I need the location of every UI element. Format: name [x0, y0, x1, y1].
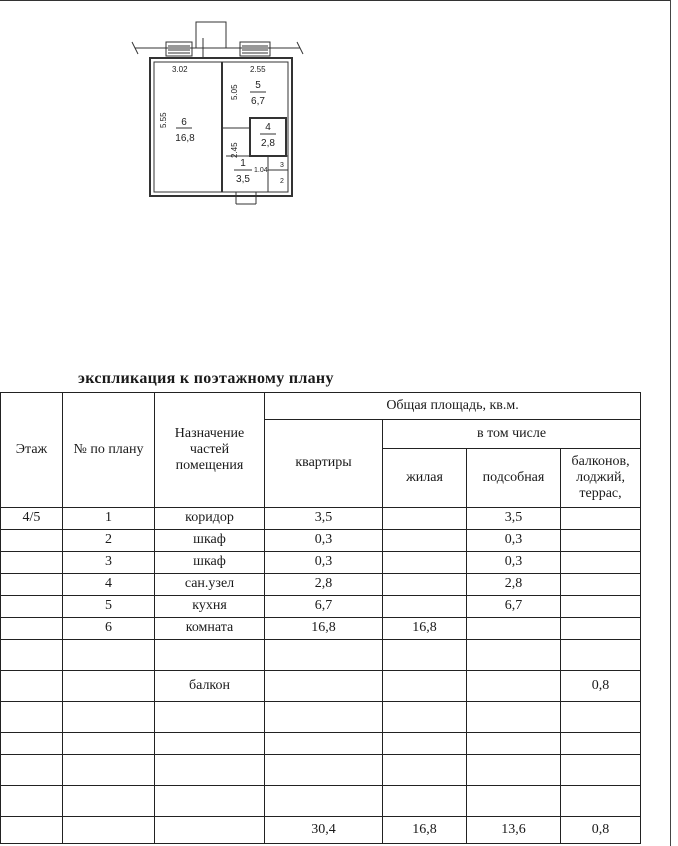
- cell-no: 2: [63, 530, 155, 552]
- total-balcony: 0,8: [561, 817, 641, 844]
- cell-name: [155, 640, 265, 671]
- cell-balcony: [561, 574, 641, 596]
- cell-apartment: 3,5: [265, 508, 383, 530]
- cell-no: [63, 786, 155, 817]
- header-floor: Этаж: [1, 393, 63, 508]
- cell-balcony: [561, 618, 641, 640]
- cell-no: 1: [63, 508, 155, 530]
- cell-name: [155, 786, 265, 817]
- table-row: [1, 702, 641, 733]
- cell-name: коридор: [155, 508, 265, 530]
- table-total-row: [1, 817, 641, 844]
- cell-no: [63, 640, 155, 671]
- cell-floor: 4/5: [1, 508, 63, 530]
- cell-balcony: [561, 640, 641, 671]
- cell-no: 4: [63, 574, 155, 596]
- header-purpose: Назначение частей помещения: [155, 393, 265, 508]
- cell-aux: [467, 733, 561, 755]
- cell-name: сан.узел: [155, 574, 265, 596]
- cell-apartment: [265, 702, 383, 733]
- cell-balcony: [561, 530, 641, 552]
- room-2-number: 2: [280, 178, 284, 185]
- dim-top-right: 2.55: [250, 65, 266, 74]
- cell-apartment: [265, 786, 383, 817]
- room-5-number: 5: [255, 80, 261, 91]
- cell-apartment: 0,3: [265, 552, 383, 574]
- cell-name: [155, 733, 265, 755]
- total-aux: 13,6: [467, 817, 561, 844]
- cell-floor: [1, 530, 63, 552]
- room-4-area: 2,8: [261, 138, 275, 149]
- cell-aux: [467, 640, 561, 671]
- cell-aux: 0,3: [467, 552, 561, 574]
- total-name: [155, 817, 265, 844]
- cell-name: [155, 755, 265, 786]
- cell-balcony: [561, 755, 641, 786]
- cell-no: [63, 671, 155, 702]
- room-6-number: 6: [181, 117, 187, 128]
- cell-living: [383, 574, 467, 596]
- table-row: [1, 755, 641, 786]
- room-4-number: 4: [265, 122, 271, 133]
- header-apartment: квартиры: [265, 420, 383, 508]
- cell-floor: [1, 702, 63, 733]
- cell-floor: [1, 786, 63, 817]
- cell-living: [383, 733, 467, 755]
- cell-apartment: 2,8: [265, 574, 383, 596]
- cell-balcony: [561, 702, 641, 733]
- total-floor: [1, 817, 63, 844]
- cell-floor: [1, 596, 63, 618]
- cell-no: 5: [63, 596, 155, 618]
- cell-living: [383, 671, 467, 702]
- cell-aux: [467, 671, 561, 702]
- cell-apartment: [265, 640, 383, 671]
- cell-aux: 0,3: [467, 530, 561, 552]
- cell-balcony: [561, 733, 641, 755]
- cell-name: кухня: [155, 596, 265, 618]
- room-5-area: 6,7: [251, 96, 265, 107]
- cell-name: [155, 702, 265, 733]
- dim-left-side: 5.55: [159, 112, 168, 128]
- cell-balcony: [561, 786, 641, 817]
- cell-aux: [467, 618, 561, 640]
- table-row: [1, 596, 641, 618]
- table-row: [1, 786, 641, 817]
- cell-aux: 6,7: [467, 596, 561, 618]
- table-row: [1, 574, 641, 596]
- cell-no: [63, 755, 155, 786]
- cell-living: [383, 640, 467, 671]
- cell-name: шкаф: [155, 530, 265, 552]
- table-row: [1, 530, 641, 552]
- cell-floor: [1, 574, 63, 596]
- floor-plan: [0, 0, 678, 360]
- header-auxiliary: подсобная: [467, 449, 561, 508]
- total-living: 16,8: [383, 817, 467, 844]
- header-balcony: балконов, лоджий, террас,: [561, 449, 641, 508]
- cell-apartment: 16,8: [265, 618, 383, 640]
- dim-corridor-bottom: 1.04: [254, 167, 268, 174]
- cell-name: шкаф: [155, 552, 265, 574]
- table-title: экспликация к поэтажному плану: [78, 370, 334, 387]
- dim-kitchen-side: 5.05: [230, 84, 239, 100]
- cell-living: [383, 596, 467, 618]
- cell-living: [383, 530, 467, 552]
- cell-aux: 3,5: [467, 508, 561, 530]
- explication-table: [0, 392, 641, 844]
- cell-no: 6: [63, 618, 155, 640]
- header-including: в том числе: [383, 420, 641, 449]
- cell-name: комната: [155, 618, 265, 640]
- cell-floor: [1, 671, 63, 702]
- room-3-number: 3: [280, 162, 284, 169]
- cell-aux: [467, 786, 561, 817]
- cell-living: [383, 508, 467, 530]
- cell-balcony: [561, 596, 641, 618]
- table-row: [1, 552, 641, 574]
- header-total-area: Общая площадь, кв.м.: [265, 393, 641, 420]
- total-no: [63, 817, 155, 844]
- total-apartment: 30,4: [265, 817, 383, 844]
- dim-corridor-side: 2.45: [230, 142, 239, 158]
- room-1-number: 1: [240, 158, 246, 169]
- cell-floor: [1, 552, 63, 574]
- cell-apartment: [265, 671, 383, 702]
- room-1-area: 3,5: [236, 174, 250, 185]
- header-plan-no: № по плану: [63, 393, 155, 508]
- cell-apartment: 0,3: [265, 530, 383, 552]
- cell-floor: [1, 755, 63, 786]
- cell-name: балкон: [155, 671, 265, 702]
- cell-balcony: [561, 552, 641, 574]
- cell-floor: [1, 733, 63, 755]
- cell-apartment: 6,7: [265, 596, 383, 618]
- cell-living: 16,8: [383, 618, 467, 640]
- cell-aux: [467, 755, 561, 786]
- cell-living: [383, 755, 467, 786]
- cell-apartment: [265, 733, 383, 755]
- table-row: [1, 733, 641, 755]
- cell-no: [63, 733, 155, 755]
- cell-no: [63, 702, 155, 733]
- table-row: [1, 618, 641, 640]
- cell-living: [383, 552, 467, 574]
- cell-living: [383, 702, 467, 733]
- cell-floor: [1, 618, 63, 640]
- cell-aux: [467, 702, 561, 733]
- cell-balcony: [561, 508, 641, 530]
- cell-aux: 2,8: [467, 574, 561, 596]
- table-row: [1, 508, 641, 530]
- cell-no: 3: [63, 552, 155, 574]
- cell-apartment: [265, 755, 383, 786]
- table-row: [1, 671, 641, 702]
- room-6-area: 16,8: [175, 133, 195, 144]
- dim-top-left: 3.02: [172, 65, 188, 74]
- cell-living: [383, 786, 467, 817]
- header-living: жилая: [383, 449, 467, 508]
- cell-floor: [1, 640, 63, 671]
- table-row: [1, 640, 641, 671]
- cell-balcony: 0,8: [561, 671, 641, 702]
